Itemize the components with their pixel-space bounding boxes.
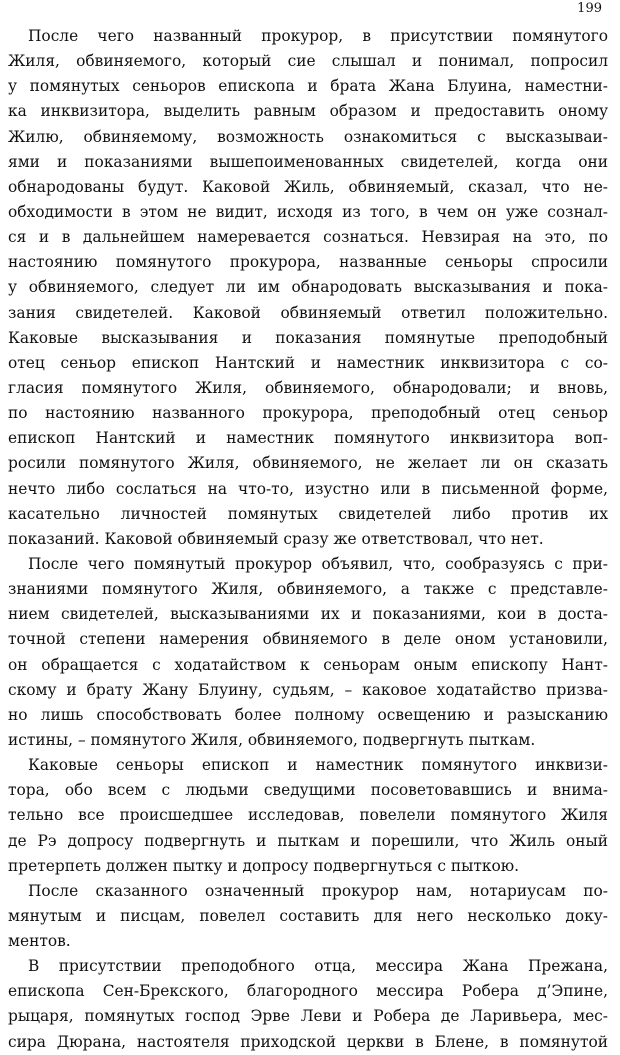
body-text [8,24,608,1055]
text-line: ментов. [8,932,71,951]
text-line: Жилю, обвиняемому, возможность ознакомиться с высказываи- [8,127,608,146]
text-line: по настоянию названного прокурора, преподобный отец сеньор [8,404,608,423]
text-line: рыцаря, помянутых господ Эрве Леви и Робера де Ларивьера, мес- [8,1007,608,1026]
text-line: обнародованы будут. Каковой Жиль, обвиняемый, сказал, что не- [8,177,608,196]
text-line: показаний. Каковой обвиняемый сразу же ответствовал, что нет. [8,529,544,548]
text-line: мянутым и писцам, повелел составить для него несколько доку- [8,906,608,925]
text-line: зания свидетелей. Каковой обвиняемый ответил положительно. [8,303,608,322]
text-line: епископ Нантский и наместник помянутого инквизитора воп- [8,429,608,448]
text-line: но лишь способствовать более полному освещению и разысканию [8,705,608,724]
text-line: Каковые сеньоры епископ и наместник помянутого инквизи- [28,756,608,775]
text-line: тора, обо всем с людьми сведущими посоветовавшись и внима- [8,781,608,800]
text-line: отец сеньор епископ Нантский и наместник инквизитора с со- [8,353,608,372]
text-line: епископа Сен-Брекского, благородного мессира Робера д’Эпине, [8,982,608,1001]
text-line: гласия помянутого Жиля, обвиняемого, обнародовали; и вновь, [8,378,608,397]
text-line: росили помянутого Жиля, обвиняемого, не желает ли он сказать [8,454,608,473]
page-number: 199 [577,1,602,16]
text-line: настоянию помянутого прокурора, названные сеньоры спросили [8,253,608,272]
text-line: тельно все происшедшее исследовав, повелели помянутого Жиля [8,806,608,825]
text-line: у обвиняемого, следует ли им обнародовать высказывания и пока- [8,278,608,297]
text-line: у помянутых сеньоров епископа и брата Жана Блуина, наместни- [8,77,608,96]
text-line: претерпеть должен пытку и допросу подвергнуться с пыткою. [8,856,520,875]
text-line: он обращается с ходатайством к сеньорам оным епископу Нант- [8,655,608,674]
text-line: Каковые высказывания и показания помянутые преподобный [8,328,608,347]
text-line: ся и в дальнейшем намеревается сознаться. Невзирая на это, по [8,228,608,247]
text-line: После сказанного означенный прокурор нам, нотариусам по- [28,881,608,900]
text-line: скому и брату Жану Блуину, судьям, – каковое ходатайство призва- [8,680,608,699]
text-line: касательно личностей помянутых свидетелей либо против их [8,504,608,523]
text-line: ями и показаниями вышепоименованных свидетелей, когда они [8,152,608,171]
text-line: де Рэ допросу подвергнуть и пыткам и порешили, что Жиль оный [8,831,608,850]
text-line: После чего помянутый прокурор объявил, что, сообразуясь с при- [28,554,608,573]
text-line: В присутствии преподобного отца, мессира Жана Прежана, [28,957,608,976]
text-line: обходимости в этом не видит, исходя из того, в чем он уже сознал- [8,202,608,221]
text-line: После чего названный прокурор, в присутствии помянутого [28,27,608,45]
text-line: точной степени намерения обвиняемого в деле оном установили, [8,630,608,649]
text-line: сира Дюрана, настоятеля приходской церкви в Блене, в помянутой [8,1032,608,1051]
text-line: нечто либо сослаться на что-то, изустно или в письменной форме, [8,479,608,498]
text-line: истины, – помянутого Жиля, обвиняемого, подвергнуть пыткам. [8,730,536,749]
text-line: Жиля, обвиняемого, который сие слышал и понимал, попросил [8,52,608,71]
text-line: знаниями помянутого Жиля, обвиняемого, а также с представле- [8,580,608,599]
text-line: нием свидетелей, высказываниями их и показаниями, кои в доста- [8,605,608,624]
text-line: ка инквизитора, выделить равным образом и предоставить оному [8,102,608,121]
